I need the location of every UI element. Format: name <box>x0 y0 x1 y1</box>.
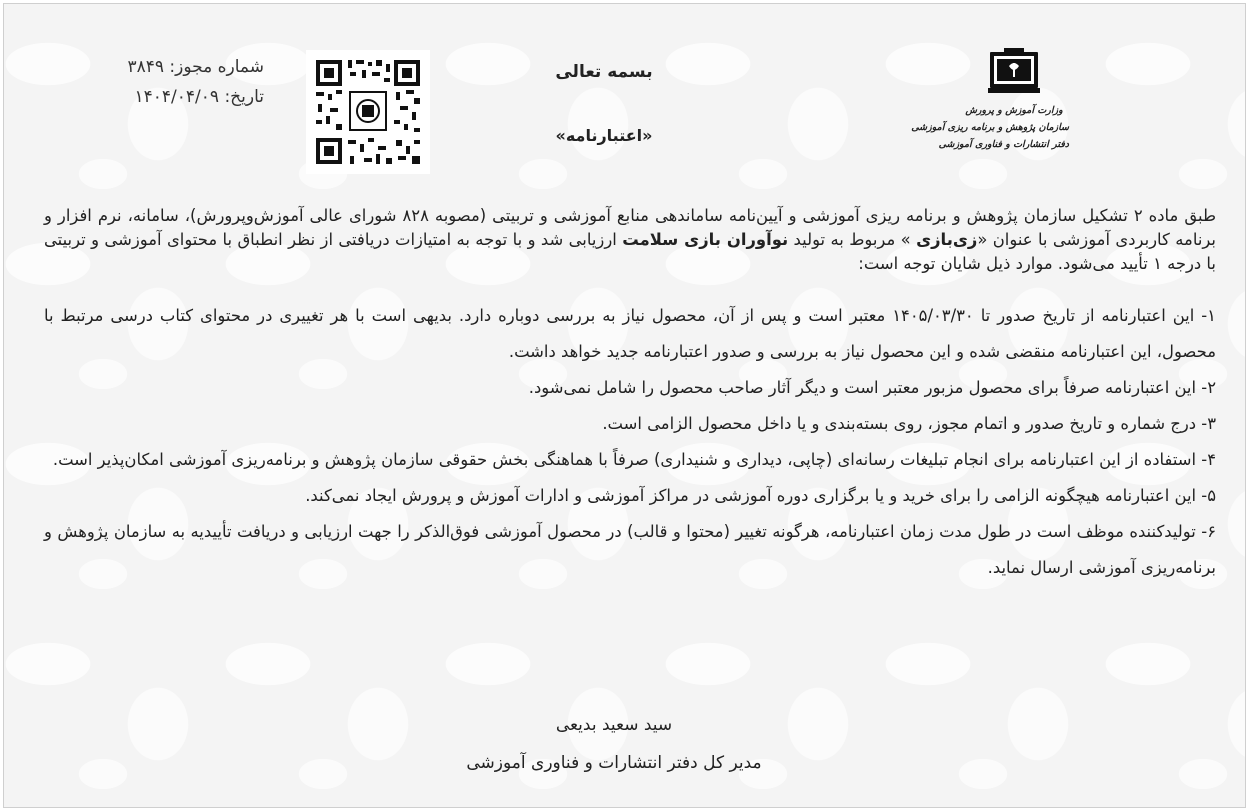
license-number-label: شماره مجوز: <box>169 57 264 77</box>
license-number: ۳۸۴۹ <box>127 57 165 77</box>
certificate-body <box>44 204 1216 586</box>
issue-date: ۱۴۰۴/۰۴/۰۹ <box>134 87 220 107</box>
condition-item: ۳- درج شماره و تاریخ صدور و اتمام مجوز، روی بسته‌بندی و یا داخل محصول الزامی است. <box>602 414 1216 433</box>
condition-item: ۴- استفاده از این اعتبارنامه برای انجام تبلیغات رسانه‌ای (چاپی، دیداری و شنیداری) صرفاً با هماهنگی بخش حقوقی سازمان پژوهش و برنامه‌ریزی آموزشی امکان‌پذیر است. <box>52 450 1216 469</box>
signature-block <box>424 706 804 782</box>
ministry-logo <box>911 46 1069 176</box>
date-row <box>94 82 264 112</box>
license-meta <box>94 52 264 112</box>
license-number-row <box>94 52 264 82</box>
org-line-1: وزارت آموزش و پرورش <box>965 105 1063 116</box>
emblem-icon <box>959 46 1069 98</box>
intro-text-mid: » مربوط به تولید <box>788 230 917 249</box>
certificate-page <box>3 3 1246 808</box>
signatory-name: سید سعید بدیعی <box>555 715 673 735</box>
org-line-3: دفتر انتشارات و فناوری آموزشی <box>938 139 1069 150</box>
producer-name: نوآوران بازی سلامت <box>622 230 789 249</box>
intro-text-start: طبق ماده ۲ تشکیل سازمان پژوهش و برنامه ریزی آموزشی و آیین‌نامه ساماندهی منابع آموزشی و تربیتی (مصوبه ۸۲۸ شورای عالی آموزش‌وپرورش)، سامانه، نرم افزار و برنامه کاربردی آموزشی با عنوان « <box>44 206 1216 249</box>
signatory-position: مدیر کل دفتر انتشارات و فناوری آموزشی <box>466 753 762 773</box>
product-title: زی‌بازی <box>916 230 978 249</box>
conditions-list <box>44 298 1216 586</box>
date-label: تاریخ: <box>224 87 264 107</box>
intro-paragraph <box>44 204 1216 276</box>
qr-code[interactable] <box>306 50 430 174</box>
condition-item: ۶- تولیدکننده موظف است در طول مدت زمان اعتبارنامه، هرگونه تغییر (محتوا و قالب) در محصول آموزشی فوق‌الذکر را جهت ارزیابی و دریافت تأییدیه به سازمان پژوهش و برنامه‌ریزی آموزشی ارسال نماید. <box>44 522 1216 577</box>
document-title: «اعتبارنامه» <box>555 126 653 145</box>
condition-item: ۱- این اعتبارنامه از تاریخ صدور تا ۱۴۰۵/۰۳/۳۰ معتبر است و پس از آن، محصول نیاز به بررسی دوباره دارد. بدیهی است با هر تغییری در محتوای کتاب درسی مرتبط با محصول، این اعتبارنامه منقضی شده و این محصول نیاز به بررسی و صدور اعتبارنامه جدید خواهد داشت. <box>44 306 1216 361</box>
bismillah-heading: بسمه تعالی <box>555 62 653 82</box>
intro-text-end: ارزیابی شد و با توجه به امتیازات دریافتی از نظر انطباق با محتوای آموزشی و تربیتی با درجه ۱ تأیید می‌شود. موارد ذیل شایان توجه است: <box>44 230 1216 273</box>
condition-item: ۵- این اعتبارنامه هیچگونه الزامی را برای خرید و یا برگزاری دوره آموزشی در مراکز آموزشی و ادارات آموزش و پرورش ایجاد نمی‌کند. <box>305 486 1216 505</box>
org-line-2: سازمان پژوهش و برنامه ریزی آموزشی <box>911 122 1069 133</box>
condition-item: ۲- این اعتبارنامه صرفاً برای محصول مزبور معتبر است و دیگر آثار صاحب محصول را شامل نمی‌شود. <box>528 378 1216 397</box>
